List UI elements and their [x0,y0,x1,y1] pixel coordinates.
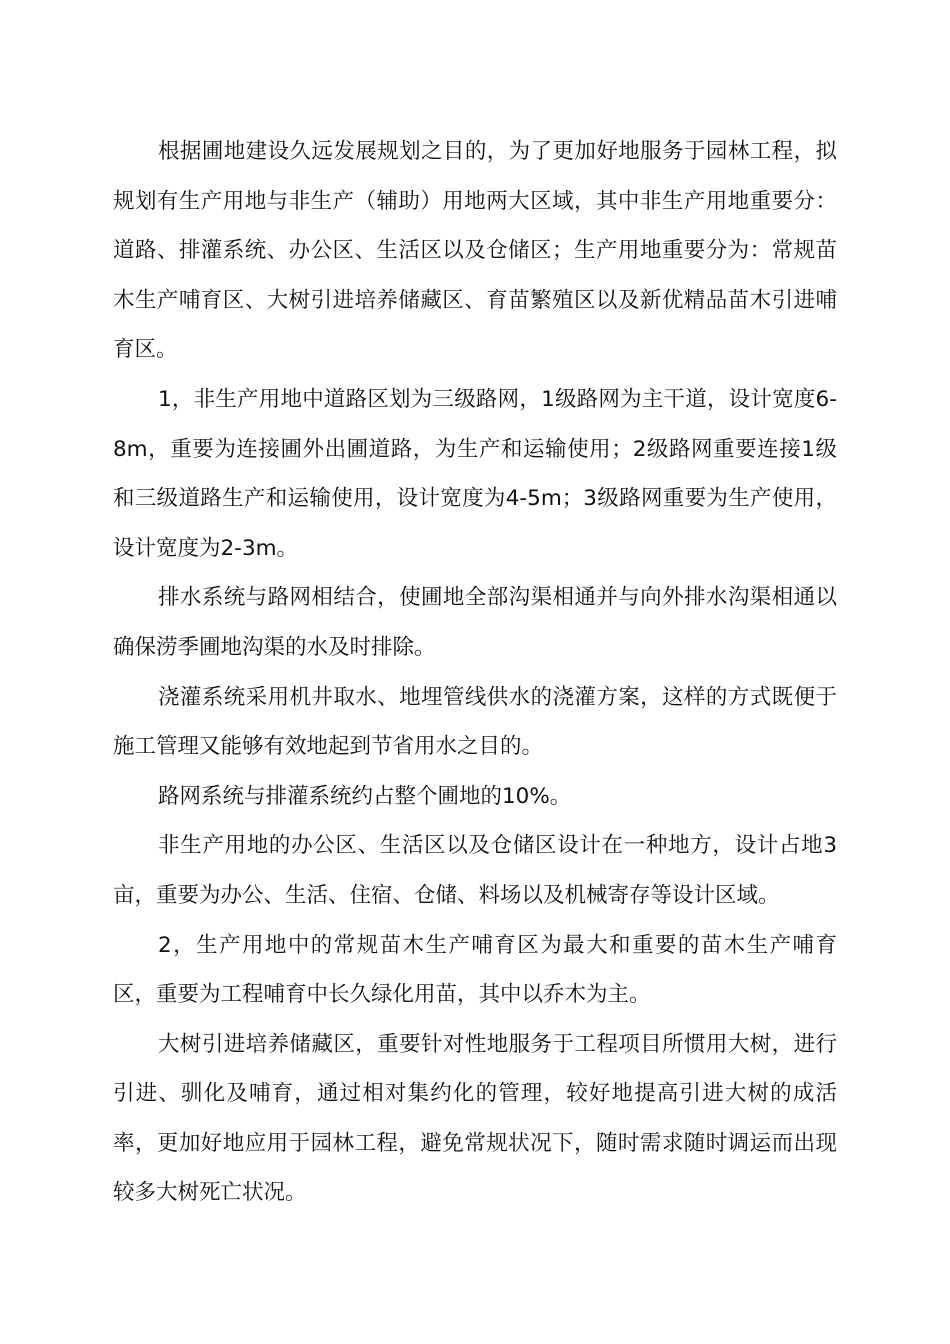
paragraph-large-tree-area: 大树引进培养储藏区，重要针对性地服务于工程项目所惯用大树，进行引进、驯化及哺育，通过相对集约化的管理，较好地提高引进大树的成活率，更加好地应用于园林工程，避免常规状况下，随时需求随时调运而出现较多大树死亡状况。 [113,1031,837,1206]
paragraph-nursery-area: 2，生产用地中的常规苗木生产哺育区为最大和重要的苗木生产哺育区，重要为工程哺育中长久绿化用苗，其中以乔木为主。 [113,932,837,1008]
paragraph-irrigation: 浇灌系统采用机井取水、地埋管线供水的浇灌方案，这样的方式既便于施工管理又能够有效地起到节省用水之目的。 [113,684,837,760]
paragraph-drainage: 排水系统与路网相结合，使圃地全部沟渠相通并与向外排水沟渠相通以确保涝季圃地沟渠的水及时排除。 [113,585,837,660]
paragraph-road-network: 1，非生产用地中道路区划为三级路网，1级路网为主干道，设计宽度6-8m，重要为连接圃外出圃道路，为生产和运输使用；2级路网重要连接1级和三级道路生产和运输使用，设计宽度为4-5m；3级路网重要为生产使用，设计宽度为2-3m。 [113,386,837,561]
paragraph-office-area: 非生产用地的办公区、生活区以及仓储区设计在一种地方，设计占地3亩，重要为办公、生活、住宿、仓储、料场以及机械寄存等设计区域。 [113,833,837,908]
document-body [113,127,837,1218]
paragraph-intro: 根据圃地建设久远发展规划之目的，为了更加好地服务于园林工程，拟规划有生产用地与非生产（辅助）用地两大区域，其中非生产用地重要分：道路、排灌系统、办公区、生活区以及仓储区；生产用地重要分为：常规苗木生产哺育区、大树引进培养储藏区、育苗繁殖区以及新优精品苗木引进哺育区。 [113,139,837,363]
paragraph-area-share: 路网系统与排灌系统约占整个圃地的10%。 [158,783,572,809]
